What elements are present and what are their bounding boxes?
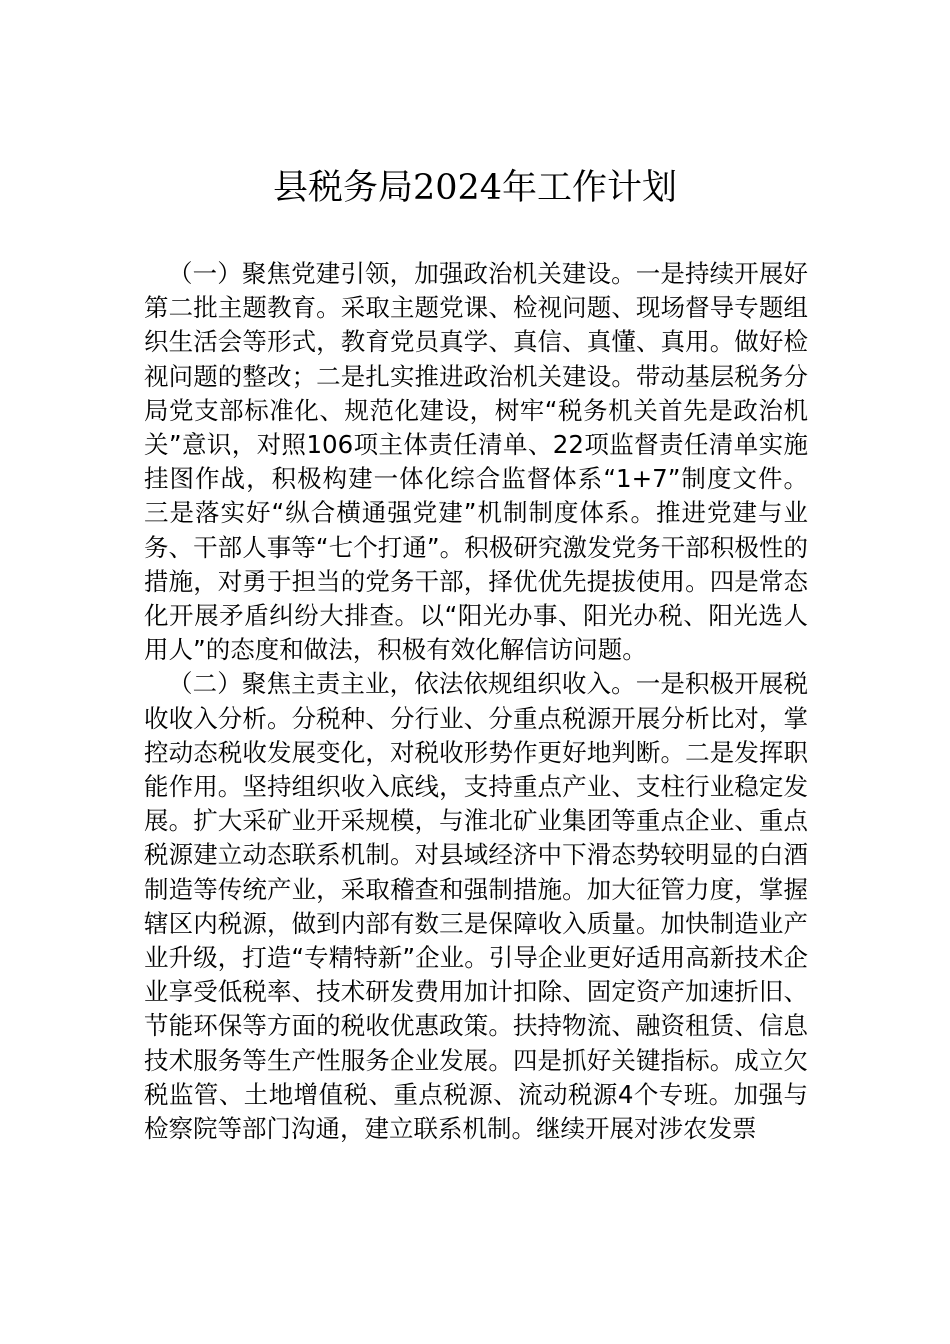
document-title: 县税务局2024年工作计划: [272, 168, 678, 208]
paragraph-1: （一）聚焦党建引领，加强政治机关建设。一是持续开展好第二批主题教育。采取主题党课、检视问题、现场督导专题组织生活会等形式，教育党员真学、真信、真懂、真用。做好检视问题的整改；二是扎实推进政治机关建设。带动基层税务分局党支部标准化、规范化建设，树牢“税务机关首先是政治机关”意识，对照106项主体责任清单、22项监督责任清单实施挂图作战，积极构建一体化综合监督体系“1+7”制度文件。三是落实好“纵合横通强党建”机制制度体系。推进党建与业务、干部人事等“七个打通”。积极研究激发党务干部积极性的措施，对勇于担当的党务干部，择优优先提拔使用。四是常态化开展矛盾纠纷大排查。以“阳光办事、阳光办税、阳光选人用人”的态度和做法，积极有效化解信访问题。: [144, 259, 808, 665]
document-body: [144, 257, 808, 1146]
paragraph-2: （二）聚焦主责主业，依法依规组织收入。一是积极开展税收收入分析。分税种、分行业、分重点税源开展分析比对，掌控动态税收发展变化，对税收形势作更好地判断。二是发挥职能作用。坚持组织收入底线，支持重点产业、支柱行业稳定发展。扩大采矿业开采规模，与淮北矿业集团等重点企业、重点税源建立动态联系机制。对县域经济中下滑态势较明显的白酒制造等传统产业，采取稽查和强制措施。加大征管力度，掌握辖区内税源，做到内部有数三是保障收入质量。加快制造业产业升级，打造“专精特新”企业。引导企业更好适用高新技术企业享受低税率、技术研发费用加计扣除、固定资产加速折旧、节能环保等方面的税收优惠政策。扶持物流、融资租赁、信息技术服务等生产性服务企业发展。四是抓好关键指标。成立欠税监管、土地增值税、重点税源、流动税源4个专班。加强与检察院等部门沟通，建立联系机制。继续开展对涉农发票: [144, 669, 808, 1144]
